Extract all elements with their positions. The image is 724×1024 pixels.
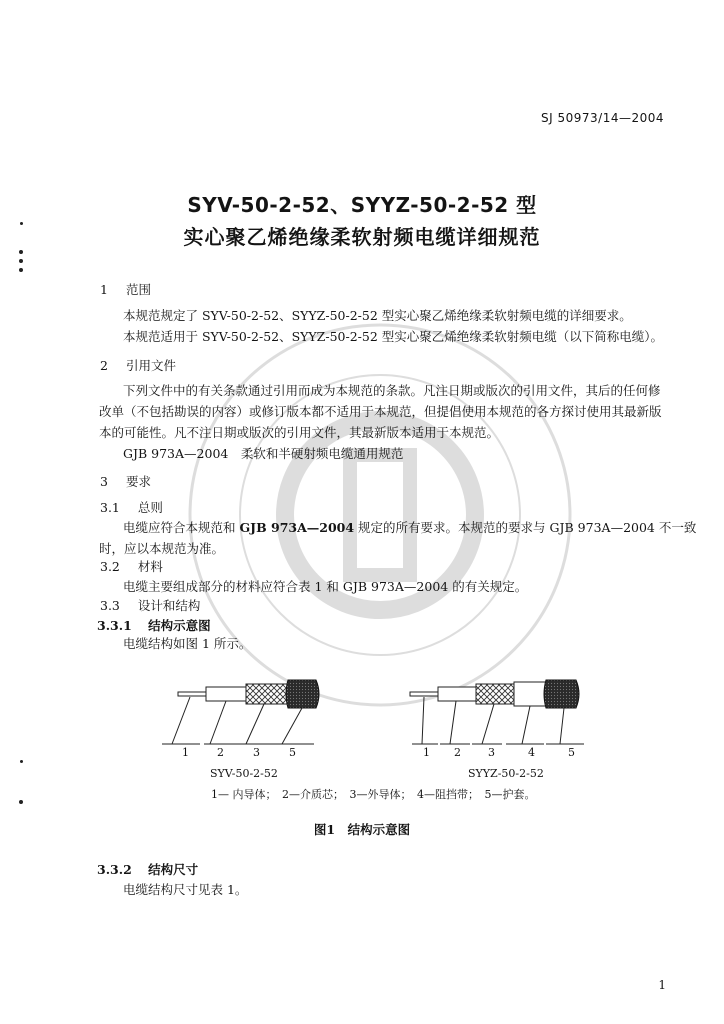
standards-watermark: [180, 305, 580, 725]
paragraph: 电缆主要组成部分的材料应符合表 1 和 GJB 973A—2004 的有关规定。: [123, 579, 528, 594]
paragraph-line: 下列文件中的有关条款通过引用而成为本规范的条款。凡注日期或版次的引用文件，其后的任何修: [123, 383, 661, 398]
section-number: 2: [100, 358, 108, 373]
subsection-3-3-2-heading: [97, 860, 198, 878]
paragraph-line: 时，应以本规范为准。: [99, 541, 225, 556]
subsection-number: 3.3.1: [97, 618, 132, 633]
figure-model-left: SYV-50-2-52: [210, 767, 278, 780]
reference-entry: GJB 973A—2004 柔软和半硬射频电缆通用规范: [123, 446, 404, 461]
subsection-number: 3.3.2: [97, 862, 132, 877]
subsection-title: 材料: [137, 559, 163, 574]
paragraph: 本规范适用于 SYV-50-2-52、SYYZ-50-2-52 型实心聚乙烯绝缘柔软射频电缆（以下简称电缆）。: [123, 329, 664, 344]
paragraph: 电缆结构如图 1 所示。: [123, 636, 252, 651]
scan-mark: [19, 800, 23, 804]
cable-structure-figure: [160, 670, 610, 765]
figure-label: 2: [217, 746, 224, 759]
subsection-title: 结构示意图: [148, 618, 211, 633]
paragraph: 电缆结构尺寸见表 1。: [123, 882, 248, 897]
section-2-heading: [100, 356, 176, 374]
document-title-line1: SYV-50-2-52、SYYZ-50-2-52 型: [187, 193, 537, 217]
paragraph-line: 改单（不包括勘误的内容）或修订版本都不适用于本规范，但提倡使用本规范的各方探讨使用其最新版: [99, 404, 662, 419]
section-title: 范围: [125, 282, 151, 297]
scan-mark: [19, 259, 23, 263]
subsection-number: 3.1: [100, 500, 120, 515]
paragraph-line: [123, 518, 696, 536]
figure-caption: 图1 结构示意图: [313, 822, 411, 837]
subsection-number: 3.2: [100, 559, 120, 574]
section-1-heading: [100, 280, 151, 298]
section-title: 要求: [125, 474, 151, 489]
figure-label: 4: [528, 746, 535, 759]
text-run: 规定的所有要求。本规范的要求与 GJB 973A—2004 不一致: [354, 520, 697, 535]
text-run-bold: GJB 973A—2004: [239, 520, 355, 535]
figure-label: 5: [568, 746, 575, 759]
figure-legend: 1— 内导体； 2—介质芯； 3—外导体； 4—阻挡带； 5—护套。: [211, 788, 536, 801]
cable-syyz-drawing: [410, 680, 579, 708]
section-number: 3: [100, 474, 108, 489]
subsection-title: 总则: [137, 500, 163, 515]
figure-label: 1: [423, 746, 430, 759]
scan-mark: [19, 268, 23, 272]
text-run: 电缆应符合本规范和: [123, 520, 240, 535]
figure-label: 3: [253, 746, 260, 759]
figure-model-right: SYYZ-50-2-52: [468, 767, 544, 780]
section-title: 引用文件: [125, 358, 176, 373]
subsection-number: 3.3: [100, 598, 120, 613]
document-number: SJ 50973/14—2004: [541, 111, 664, 125]
figure-label: 3: [488, 746, 495, 759]
subsection-3-1-heading: [100, 498, 163, 516]
subsection-title: 设计和结构: [137, 598, 201, 613]
paragraph: 本规范规定了 SYV-50-2-52、SYYZ-50-2-52 型实心聚乙烯绝缘柔软射频电缆的详细要求。: [123, 308, 632, 323]
page-number: 1: [658, 978, 666, 992]
subsection-3-3-1-heading: [97, 616, 211, 634]
section-3-heading: [100, 472, 151, 490]
figure-label: 1: [182, 746, 189, 759]
subsection-3-3-heading: [100, 596, 200, 614]
scan-mark: [20, 760, 23, 763]
figure-label: 5: [289, 746, 296, 759]
subsection-title: 结构尺寸: [148, 862, 199, 877]
document-title-line2: 实心聚乙烯绝缘柔软射频电缆详细规范: [183, 225, 541, 249]
figure-label: 2: [454, 746, 461, 759]
subsection-3-2-heading: [100, 557, 163, 575]
section-number: 1: [100, 282, 108, 297]
scan-mark: [19, 250, 23, 254]
cable-syv-drawing: [178, 680, 319, 708]
paragraph-line: 本的可能性。凡不注日期或版次的引用文件，其最新版本适用于本规范。: [99, 425, 500, 440]
